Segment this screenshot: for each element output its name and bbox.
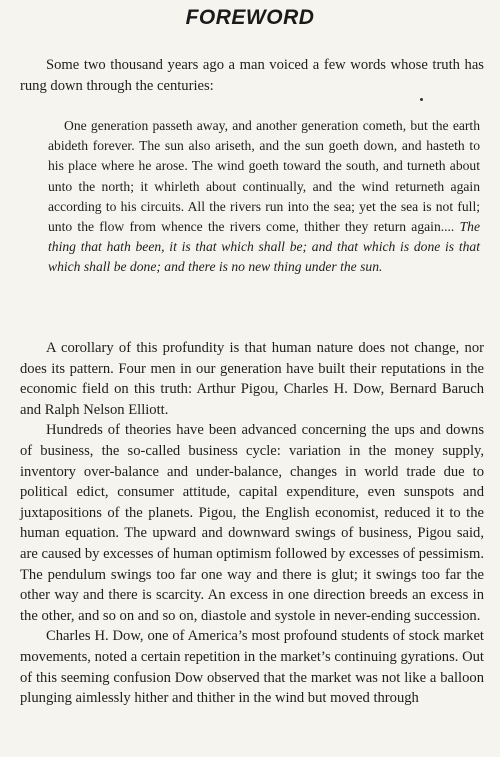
- block-quote: [48, 116, 480, 278]
- paragraph-pigou: Hundreds of theories have been advanced concerning the ups and downs of business, the so-called business cycle: variation in the money supply, inventory over-balance and under-balance, changes in world trade due to political edict, consumer attitude, capital expenditure, even sunspots and juxtapositions of the planets. Pigou, the English economist, reduced it to the human equation. The upward and downward swings of business, Pigou said, are caused by excesses of human optimism followed by excesses of pessimism. The pendulum swings too far one way and there is glut; it swings too far the other way and there is scarcity. An excess in one direction breeds an excess in the other, and so on and so on, diastole and systole in never-ending succession.: [20, 422, 484, 624]
- paragraph-dow: Charles H. Dow, one of America’s most profound students of stock market movements, noted a certain repetition in the market’s continuing gyrations. Out of this seeming confusion Dow observed that the market was not like a balloon plunging aimlessly hither and thither in the wind but moved through: [20, 628, 484, 707]
- page-title: FOREWORD: [185, 6, 315, 29]
- paragraph-corollary: A corollary of this profundity is that human nature does not change, nor does its pattern. Four men in our generation have built their reputations in the economic field on this truth: Arthur Pigou, Charles H. Dow, Bernard Baruch and Ralph Nelson Elliott.: [20, 340, 484, 418]
- print-speck: [420, 98, 423, 101]
- intro-paragraph: Some two thousand years ago a man voiced a few words whose truth has rung down through the centuries:: [20, 57, 484, 94]
- quote-plain-text: One generation passeth away, and another generation cometh, but the earth abideth forever. The sun also ariseth, and the sun goeth down, and hasteth to his place where he arose. The wind goeth toward the south, and turneth about unto the north; it whirleth about continually, and the wind returneth again according to his circuits. All the rivers run into the sea; yet the sea is not full; unto the flow from whence the rivers come, thither they return again....: [48, 118, 480, 235]
- body-text: [20, 338, 484, 709]
- quote-italic-text: The thing that hath been, it is that which shall be; and that which is done is that which shall be done; and there is no new thing under the sun.: [48, 219, 480, 275]
